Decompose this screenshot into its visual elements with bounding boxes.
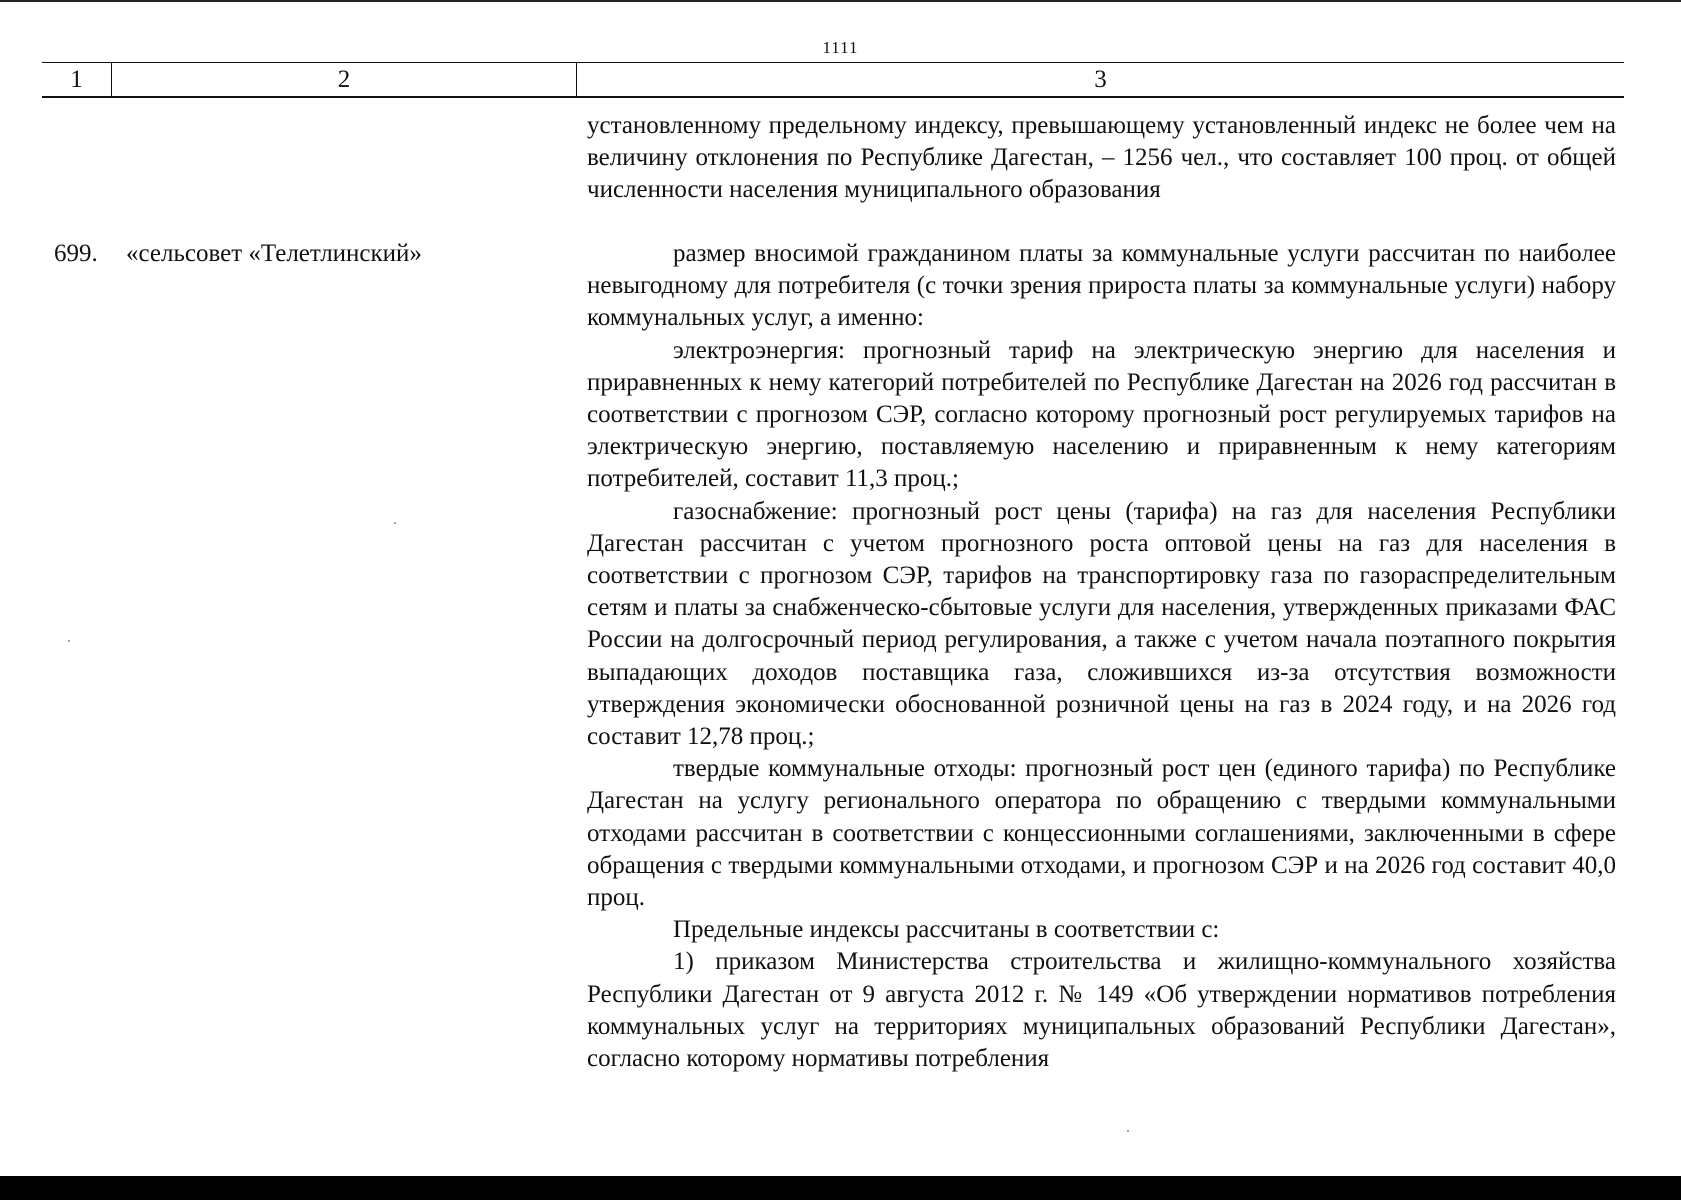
continuation-cell: [587, 110, 1616, 207]
paragraph-limits-basis: Предельные индексы рассчитаны в соответствии с:: [673, 916, 1220, 944]
scan-speck: [1127, 1130, 1129, 1132]
paragraph-intro: размер вносимой гражданином платы за коммунальные услуги рассчитан по наиболее невыгодному для потребителя (с точки зрения прироста платы за коммунальные услуги) набору коммунальных услуг, а именно:: [587, 240, 1616, 332]
paragraph-order-reference: 1) приказом Министерства строительства и жилищно-коммунального хозяйства Республики Дагестан от 9 августа 2012 г. № 149 «Об утверждении нормативов потребления коммунальных услуг на территориях муниципальных образований Республики Дагестан», согласно которому нормативы потребления: [587, 948, 1616, 1073]
header-column-1: 1: [42, 63, 112, 96]
table-header-row: [42, 62, 1624, 98]
municipality-name: «сельсовет «Телетлинский»: [126, 240, 422, 267]
paragraph-gas: газоснабжение: прогнозный рост цены (тарифа) на газ для населения Республики Дагестан рассчитан с учетом прогнозного роста оптовой цены на газ для населения в соответствии с прогнозом СЭР, тарифов на транспортировку газа по газораспределительным сетям и платы за снабженческо-сбытовые услуги для населения, утвержденных приказами ФАС России на долгосрочный период регулирования, а также с учетом начала поэтапного покрытия выпадающих доходов поставщика газа, сложившихся из-за отсутствия возможности утверждения экономически обоснованной розничной цены на газ в 2024 году, и на 2026 год составит 12,78 проц.;: [587, 497, 1616, 751]
header-column-2: 2: [112, 63, 577, 96]
scan-speck: [68, 640, 70, 642]
row-description-cell: [587, 238, 1616, 1075]
paragraph-waste: твердые коммунальные отходы: прогнозный рост цен (единого тарифа) по Республике Дагестан на услугу регионального оператора по обращению с твердыми коммунальными отходами рассчитан в соответствии с концессионными соглашениями, заключенными в сфере обращения с твердыми коммунальными отходами, и прогнозом СЭР и на 2026 год составит 40,0 проц.: [587, 755, 1616, 912]
scan-speck: [394, 522, 396, 524]
header-column-3: 3: [1094, 66, 1107, 93]
row-number: 699.: [54, 240, 98, 267]
scan-bottom-edge: [0, 1176, 1681, 1200]
page-number: 1111: [822, 38, 859, 57]
paragraph-electricity: электроэнергия: прогнозный тариф на электрическую энергию для населения и приравненных к нему категорий потребителей по Республике Дагестан на 2026 год рассчитан в соответствии с прогнозом СЭР, согласно которому прогнозный рост регулируемых тарифов на электрическую энергию, поставляемую населению и приравненным к нему категориям потребителей, составит 11,3 проц.;: [587, 336, 1616, 493]
continuation-paragraph: установленному предельному индексу, превышающему установленный индекс не более чем на величину отклонения по Республике Дагестан, – 1256 чел., что составляет 100 проц. от общей численности населения муниципального образования: [587, 112, 1616, 204]
top-border-line: [0, 0, 1681, 2]
